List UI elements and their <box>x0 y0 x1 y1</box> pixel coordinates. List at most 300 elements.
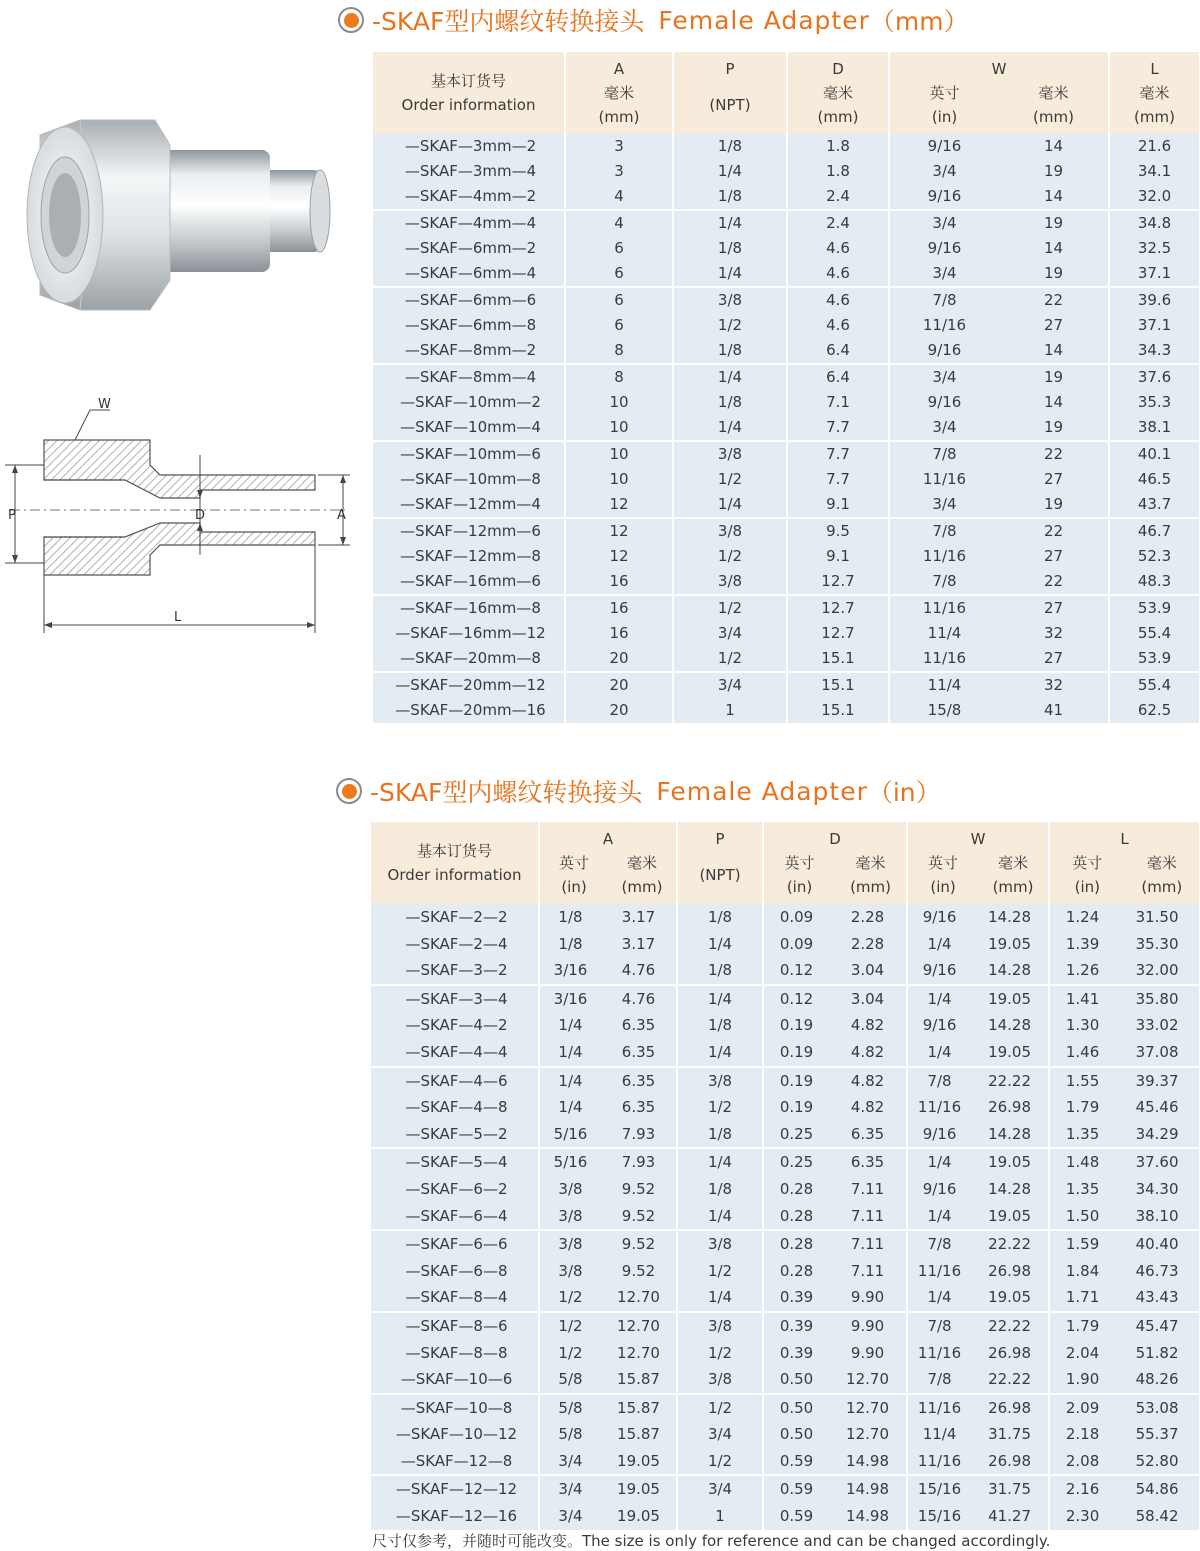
value-cell: 1.41 <box>1049 985 1115 1013</box>
value-cell: 4 <box>565 210 673 236</box>
value-cell: 1/4 <box>673 210 787 236</box>
value-cell: 3.04 <box>829 985 907 1013</box>
title-unit: （in） <box>867 778 941 807</box>
order-code-cell: —SKAF—8—4 <box>371 1284 539 1312</box>
value-cell: 39.6 <box>1109 287 1199 313</box>
value-cell: 10 <box>565 441 673 467</box>
order-code-cell: —SKAF—10—12 <box>371 1421 539 1448</box>
order-code-cell: —SKAF—3—2 <box>371 957 539 985</box>
value-cell: 7.11 <box>829 1258 907 1285</box>
value-cell: 1 <box>673 698 787 723</box>
value-cell: 0.25 <box>763 1121 829 1149</box>
table-row <box>371 1258 1199 1285</box>
value-cell: 3.17 <box>601 904 677 931</box>
col-W-header: W 英寸 (in) 毫米 (mm) <box>907 822 1049 904</box>
value-cell: 14.98 <box>829 1448 907 1476</box>
value-cell: 3/4 <box>889 492 999 518</box>
value-cell: 9.90 <box>829 1340 907 1367</box>
order-code-cell: —SKAF—6mm—2 <box>373 236 565 261</box>
value-cell: 12.70 <box>829 1421 907 1448</box>
value-cell: 14 <box>999 236 1109 261</box>
col-A-header: A 毫米 (mm) <box>565 52 673 134</box>
table-row <box>371 1121 1199 1149</box>
value-cell: 1/4 <box>677 1148 763 1176</box>
value-cell: 46.7 <box>1109 518 1199 544</box>
value-cell: 1.71 <box>1049 1284 1115 1312</box>
title-en: Female Adapter <box>656 776 868 806</box>
order-code-cell: —SKAF—3mm—2 <box>373 134 565 159</box>
table-row <box>371 1148 1199 1176</box>
value-cell: 11/16 <box>907 1394 971 1422</box>
value-cell: 5/16 <box>539 1148 601 1176</box>
value-cell: 1/4 <box>677 931 763 958</box>
value-cell: 54.86 <box>1115 1475 1199 1503</box>
value-cell: 7.11 <box>829 1176 907 1203</box>
value-cell: 2.08 <box>1049 1448 1115 1476</box>
value-cell: 16 <box>565 621 673 646</box>
value-cell: 19 <box>999 492 1109 518</box>
value-cell: 6 <box>565 313 673 338</box>
value-cell: 52.80 <box>1115 1448 1199 1476</box>
value-cell: 1.84 <box>1049 1258 1115 1285</box>
value-cell: 3/4 <box>539 1503 601 1530</box>
value-cell: 35.3 <box>1109 390 1199 415</box>
value-cell: 12 <box>565 544 673 569</box>
title-en: Female Adapter <box>658 5 870 35</box>
value-cell: 0.19 <box>763 1012 829 1039</box>
order-info-header: 基本订货号 Order information <box>371 822 539 904</box>
order-code-cell: —SKAF—8mm—2 <box>373 338 565 364</box>
value-cell: 19 <box>999 415 1109 441</box>
order-info-header-en: Order information <box>401 96 536 114</box>
value-cell: 5/8 <box>539 1394 601 1422</box>
value-cell: 0.28 <box>763 1176 829 1203</box>
value-cell: 1.59 <box>1049 1230 1115 1258</box>
value-cell: 53.9 <box>1109 646 1199 672</box>
value-cell: 19.05 <box>971 1148 1049 1176</box>
value-cell: 6.35 <box>601 1067 677 1095</box>
table-row <box>371 1312 1199 1340</box>
value-cell: 6.4 <box>787 338 889 364</box>
bullet-icon <box>336 778 362 804</box>
value-cell: 27 <box>999 313 1109 338</box>
value-cell: 1/2 <box>539 1312 601 1340</box>
order-code-cell: —SKAF—6mm—4 <box>373 261 565 287</box>
value-cell: 26.98 <box>971 1258 1049 1285</box>
value-cell: 1.50 <box>1049 1203 1115 1231</box>
value-cell: 15.1 <box>787 672 889 698</box>
order-code-cell: —SKAF—8—8 <box>371 1340 539 1367</box>
value-cell: 3.04 <box>829 957 907 985</box>
value-cell: 37.1 <box>1109 261 1199 287</box>
value-cell: 9.52 <box>601 1230 677 1258</box>
value-cell: 15.87 <box>601 1394 677 1422</box>
value-cell: 34.30 <box>1115 1176 1199 1203</box>
order-code-cell: —SKAF—5—4 <box>371 1148 539 1176</box>
value-cell: 1/4 <box>539 1012 601 1039</box>
value-cell: 22 <box>999 287 1109 313</box>
value-cell: 7.7 <box>787 441 889 467</box>
value-cell: 9/16 <box>889 338 999 364</box>
value-cell: 9/16 <box>889 236 999 261</box>
table-body-in <box>371 904 1199 1530</box>
value-cell: 9.1 <box>787 544 889 569</box>
value-cell: 14 <box>999 338 1109 364</box>
value-cell: 1.39 <box>1049 931 1115 958</box>
value-cell: 11/4 <box>889 621 999 646</box>
order-code-cell: —SKAF—3—4 <box>371 985 539 1013</box>
value-cell: 19.05 <box>971 1039 1049 1067</box>
value-cell: 4.82 <box>829 1012 907 1039</box>
value-cell: 9/16 <box>889 390 999 415</box>
value-cell: 1/8 <box>677 904 763 931</box>
value-cell: 9.90 <box>829 1284 907 1312</box>
value-cell: 1/4 <box>907 931 971 958</box>
value-cell: 55.4 <box>1109 672 1199 698</box>
table-row <box>371 1230 1199 1258</box>
value-cell: 19.05 <box>601 1503 677 1530</box>
value-cell: 7.1 <box>787 390 889 415</box>
value-cell: 1/4 <box>539 1039 601 1067</box>
col-L-header: L 毫米 (mm) <box>1109 52 1199 134</box>
value-cell: 1/4 <box>539 1067 601 1095</box>
order-code-cell: —SKAF—6—4 <box>371 1203 539 1231</box>
order-code-cell: —SKAF—6—2 <box>371 1176 539 1203</box>
table-row <box>371 1340 1199 1367</box>
order-code-cell: —SKAF—6—6 <box>371 1230 539 1258</box>
value-cell: 20 <box>565 698 673 723</box>
value-cell: 1/8 <box>539 931 601 958</box>
value-cell: 6 <box>565 261 673 287</box>
value-cell: 3/4 <box>677 1475 763 1503</box>
value-cell: 1/4 <box>673 492 787 518</box>
table-row <box>373 672 1199 698</box>
value-cell: 14 <box>999 134 1109 159</box>
value-cell: 48.26 <box>1115 1366 1199 1394</box>
value-cell: 3/8 <box>539 1203 601 1231</box>
table-row <box>373 646 1199 672</box>
order-code-cell: —SKAF—2—4 <box>371 931 539 958</box>
value-cell: 9/16 <box>907 957 971 985</box>
table-row <box>371 904 1199 931</box>
table-row <box>371 1284 1199 1312</box>
value-cell: 3/8 <box>677 1067 763 1095</box>
value-cell: 4.82 <box>829 1067 907 1095</box>
table-row <box>371 1421 1199 1448</box>
value-cell: 9/16 <box>907 1012 971 1039</box>
value-cell: 1/2 <box>677 1258 763 1285</box>
value-cell: 2.16 <box>1049 1475 1115 1503</box>
value-cell: 12.7 <box>787 569 889 595</box>
order-code-cell: —SKAF—5—2 <box>371 1121 539 1149</box>
value-cell: 22.22 <box>971 1312 1049 1340</box>
value-cell: 12.70 <box>601 1312 677 1340</box>
value-cell: 7/8 <box>907 1067 971 1095</box>
order-code-cell: —SKAF—12mm—6 <box>373 518 565 544</box>
value-cell: 9/16 <box>907 1121 971 1149</box>
value-cell: 2.30 <box>1049 1503 1115 1530</box>
value-cell: 3/4 <box>673 672 787 698</box>
value-cell: 2.04 <box>1049 1340 1115 1367</box>
value-cell: 1/8 <box>673 338 787 364</box>
value-cell: 4.76 <box>601 957 677 985</box>
value-cell: 0.50 <box>763 1366 829 1394</box>
table-row <box>371 1448 1199 1476</box>
value-cell: 1/8 <box>677 1121 763 1149</box>
value-cell: 8 <box>565 364 673 390</box>
value-cell: 6.35 <box>601 1012 677 1039</box>
value-cell: 15.87 <box>601 1366 677 1394</box>
value-cell: 6.35 <box>601 1039 677 1067</box>
value-cell: 0.09 <box>763 904 829 931</box>
col-P-header: P (NPT) <box>677 822 763 904</box>
col-P-header: P (NPT) <box>673 52 787 134</box>
value-cell: 14.28 <box>971 1121 1049 1149</box>
order-code-cell: —SKAF—4—6 <box>371 1067 539 1095</box>
order-code-cell: —SKAF—4mm—4 <box>373 210 565 236</box>
value-cell: 11/16 <box>889 646 999 672</box>
order-code-cell: —SKAF—16mm—12 <box>373 621 565 646</box>
order-code-cell: —SKAF—2—2 <box>371 904 539 931</box>
value-cell: 3/16 <box>539 957 601 985</box>
dim-L-label: L <box>174 610 182 625</box>
value-cell: 34.1 <box>1109 159 1199 184</box>
value-cell: 12.70 <box>601 1340 677 1367</box>
order-code-cell: —SKAF—3mm—4 <box>373 159 565 184</box>
value-cell: 0.59 <box>763 1503 829 1530</box>
value-cell: 11/16 <box>889 544 999 569</box>
table-row <box>373 415 1199 441</box>
value-cell: 33.02 <box>1115 1012 1199 1039</box>
value-cell: 0.12 <box>763 957 829 985</box>
value-cell: 3/8 <box>677 1366 763 1394</box>
value-cell: 35.30 <box>1115 931 1199 958</box>
value-cell: 0.59 <box>763 1475 829 1503</box>
value-cell: 2.4 <box>787 184 889 210</box>
order-code-cell: —SKAF—8—6 <box>371 1312 539 1340</box>
order-code-cell: —SKAF—4—4 <box>371 1039 539 1067</box>
value-cell: 0.50 <box>763 1394 829 1422</box>
value-cell: 1/2 <box>539 1340 601 1367</box>
table-row <box>371 931 1199 958</box>
value-cell: 43.43 <box>1115 1284 1199 1312</box>
value-cell: 1.30 <box>1049 1012 1115 1039</box>
col-D-header: D 英寸 (in) 毫米 (mm) <box>763 822 907 904</box>
value-cell: 0.39 <box>763 1340 829 1367</box>
dim-P-label: P <box>8 508 16 523</box>
value-cell: 0.28 <box>763 1230 829 1258</box>
value-cell: 32.00 <box>1115 957 1199 985</box>
col-W-header: W 英寸 (in) 毫米 (mm) <box>889 52 1109 134</box>
value-cell: 1/2 <box>673 313 787 338</box>
value-cell: 3/8 <box>673 287 787 313</box>
value-cell: 4.6 <box>787 261 889 287</box>
table-row <box>373 134 1199 159</box>
value-cell: 1/8 <box>673 134 787 159</box>
value-cell: 31.75 <box>971 1421 1049 1448</box>
value-cell: 40.1 <box>1109 441 1199 467</box>
value-cell: 19.05 <box>601 1475 677 1503</box>
value-cell: 1.46 <box>1049 1039 1115 1067</box>
dim-A-label: A <box>337 508 346 523</box>
value-cell: 7.7 <box>787 467 889 492</box>
value-cell: 10 <box>565 467 673 492</box>
value-cell: 11/16 <box>889 467 999 492</box>
order-code-cell: —SKAF—6—8 <box>371 1258 539 1285</box>
order-code-cell: —SKAF—4mm—2 <box>373 184 565 210</box>
col-D-header: D 毫米 (mm) <box>787 52 889 134</box>
order-code-cell: —SKAF—10—6 <box>371 1366 539 1394</box>
col-L-header: L 英寸 (in) 毫米 (mm) <box>1049 822 1199 904</box>
value-cell: 1/4 <box>677 1284 763 1312</box>
order-code-cell: —SKAF—12—8 <box>371 1448 539 1476</box>
value-cell: 1/8 <box>673 390 787 415</box>
value-cell: 4.6 <box>787 313 889 338</box>
table-row <box>373 595 1199 621</box>
value-cell: 3/8 <box>673 518 787 544</box>
value-cell: 55.4 <box>1109 621 1199 646</box>
value-cell: 1.79 <box>1049 1094 1115 1121</box>
value-cell: 2.18 <box>1049 1421 1115 1448</box>
value-cell: 43.7 <box>1109 492 1199 518</box>
table-row <box>373 698 1199 723</box>
value-cell: 8 <box>565 338 673 364</box>
value-cell: 3/8 <box>539 1230 601 1258</box>
value-cell: 7/8 <box>889 569 999 595</box>
order-code-cell: —SKAF—20mm—12 <box>373 672 565 698</box>
value-cell: 3/8 <box>539 1176 601 1203</box>
value-cell: 46.73 <box>1115 1258 1199 1285</box>
value-cell: 4.76 <box>601 985 677 1013</box>
value-cell: 6.35 <box>829 1148 907 1176</box>
order-code-cell: —SKAF—4—8 <box>371 1094 539 1121</box>
value-cell: 45.47 <box>1115 1312 1199 1340</box>
table-row <box>371 985 1199 1013</box>
value-cell: 0.59 <box>763 1448 829 1476</box>
value-cell: 16 <box>565 569 673 595</box>
value-cell: 1.24 <box>1049 904 1115 931</box>
order-code-cell: —SKAF—6mm—8 <box>373 313 565 338</box>
value-cell: 1.90 <box>1049 1366 1115 1394</box>
table-row <box>373 518 1199 544</box>
table-row <box>371 1366 1199 1394</box>
value-cell: 14.98 <box>829 1503 907 1530</box>
value-cell: 26.98 <box>971 1448 1049 1476</box>
section-title-mm <box>338 2 969 38</box>
value-cell: 2.28 <box>829 904 907 931</box>
value-cell: 0.50 <box>763 1421 829 1448</box>
value-cell: 0.09 <box>763 931 829 958</box>
title-cn: -SKAF型内螺纹转换接头 <box>370 778 643 807</box>
value-cell: 3/8 <box>673 441 787 467</box>
value-cell: 35.80 <box>1115 985 1199 1013</box>
value-cell: 12.70 <box>601 1284 677 1312</box>
value-cell: 19.05 <box>971 1203 1049 1231</box>
value-cell: 3/4 <box>889 261 999 287</box>
table-row <box>371 1475 1199 1503</box>
value-cell: 21.6 <box>1109 134 1199 159</box>
value-cell: 5/16 <box>539 1121 601 1149</box>
table-row <box>373 313 1199 338</box>
value-cell: 1.8 <box>787 134 889 159</box>
value-cell: 41 <box>999 698 1109 723</box>
value-cell: 9.52 <box>601 1203 677 1231</box>
value-cell: 4 <box>565 184 673 210</box>
value-cell: 11/16 <box>907 1448 971 1476</box>
value-cell: 31.50 <box>1115 904 1199 931</box>
value-cell: 0.19 <box>763 1039 829 1067</box>
value-cell: 0.39 <box>763 1284 829 1312</box>
value-cell: 19.05 <box>971 1284 1049 1312</box>
value-cell: 1/8 <box>677 957 763 985</box>
value-cell: 1/4 <box>907 1039 971 1067</box>
section-title-in <box>336 773 941 809</box>
table-row <box>371 1039 1199 1067</box>
value-cell: 3/8 <box>673 569 787 595</box>
value-cell: 26.98 <box>971 1394 1049 1422</box>
value-cell: 15/8 <box>889 698 999 723</box>
order-code-cell: —SKAF—10mm—6 <box>373 441 565 467</box>
value-cell: 38.10 <box>1115 1203 1199 1231</box>
value-cell: 9/16 <box>907 1176 971 1203</box>
dim-W-label: W <box>98 397 111 412</box>
value-cell: 5/8 <box>539 1366 601 1394</box>
value-cell: 45.46 <box>1115 1094 1199 1121</box>
value-cell: 3 <box>565 134 673 159</box>
value-cell: 12.70 <box>829 1394 907 1422</box>
value-cell: 0.19 <box>763 1094 829 1121</box>
value-cell: 11/4 <box>889 672 999 698</box>
value-cell: 26.98 <box>971 1094 1049 1121</box>
value-cell: 16 <box>565 595 673 621</box>
value-cell: 3/4 <box>539 1448 601 1476</box>
value-cell: 3/8 <box>677 1312 763 1340</box>
value-cell: 22.22 <box>971 1067 1049 1095</box>
value-cell: 32 <box>999 621 1109 646</box>
table-row <box>373 467 1199 492</box>
value-cell: 7.11 <box>829 1230 907 1258</box>
value-cell: 7.93 <box>601 1121 677 1149</box>
value-cell: 3/8 <box>677 1230 763 1258</box>
value-cell: 12 <box>565 518 673 544</box>
value-cell: 1/2 <box>677 1094 763 1121</box>
value-cell: 31.75 <box>971 1475 1049 1503</box>
table-row <box>373 338 1199 364</box>
value-cell: 19.05 <box>601 1448 677 1476</box>
table-row <box>373 569 1199 595</box>
value-cell: 3.17 <box>601 931 677 958</box>
col-A-header: A 英寸 (in) 毫米 (mm) <box>539 822 677 904</box>
value-cell: 19 <box>999 159 1109 184</box>
value-cell: 11/16 <box>889 313 999 338</box>
value-cell: 37.08 <box>1115 1039 1199 1067</box>
value-cell: 9.90 <box>829 1312 907 1340</box>
value-cell: 1/4 <box>673 159 787 184</box>
table-row <box>371 1067 1199 1095</box>
value-cell: 1/4 <box>677 985 763 1013</box>
value-cell: 46.5 <box>1109 467 1199 492</box>
value-cell: 1.79 <box>1049 1312 1115 1340</box>
value-cell: 7/8 <box>907 1312 971 1340</box>
value-cell: 4.82 <box>829 1039 907 1067</box>
value-cell: 1/2 <box>677 1394 763 1422</box>
value-cell: 7/8 <box>907 1366 971 1394</box>
value-cell: 26.98 <box>971 1340 1049 1367</box>
value-cell: 11/16 <box>907 1258 971 1285</box>
value-cell: 4.82 <box>829 1094 907 1121</box>
value-cell: 40.40 <box>1115 1230 1199 1258</box>
value-cell: 6 <box>565 287 673 313</box>
